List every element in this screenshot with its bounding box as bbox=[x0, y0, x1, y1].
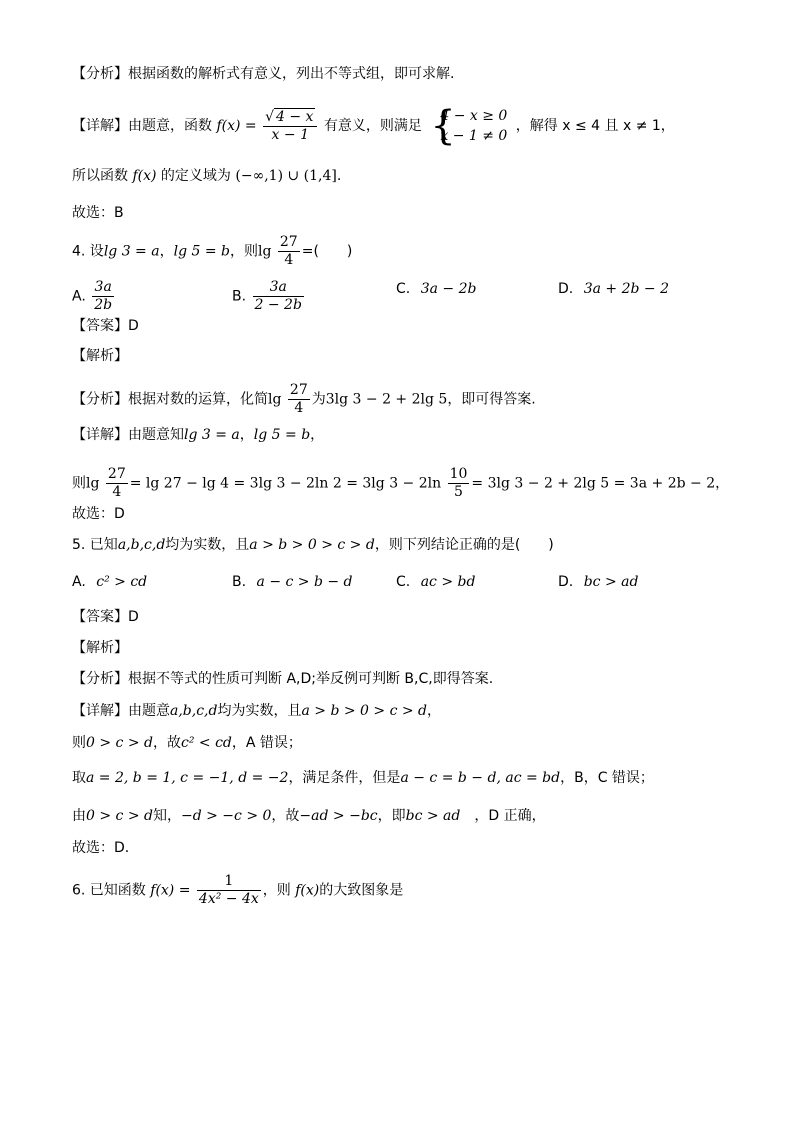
q6-fraction bbox=[197, 873, 261, 908]
q5-l1-tail: ，A 错误； bbox=[231, 735, 302, 751]
q4-stem-tail: =( ) bbox=[301, 243, 353, 260]
q4-frac-den: 4 bbox=[278, 251, 300, 269]
q5-detail-end: ， bbox=[427, 703, 442, 719]
q5-optb-label: B. bbox=[232, 574, 247, 590]
q5-detail-mid: 均为实数，且 bbox=[217, 703, 302, 719]
q4-optd-label: D. bbox=[558, 281, 574, 297]
brace-icon: { bbox=[430, 103, 456, 149]
q3-choice: 故选：B bbox=[72, 205, 124, 221]
q5-l3-mid2: ，故 bbox=[271, 808, 300, 824]
q5-l3-expr4: bc > ad bbox=[405, 808, 461, 824]
q5-l2-expr2: a − c = b − d, ac = bd bbox=[400, 770, 561, 786]
q6-stem-tail: 的大致图象是 bbox=[319, 882, 404, 899]
q4-calc-fraction bbox=[106, 466, 128, 501]
q4-optb-fraction bbox=[253, 279, 304, 314]
q4-calc-tail: = 3lg 3 − 2 + 2lg 5 = 3a + 2b − 2， bbox=[471, 475, 730, 492]
q5-detail-vars: a,b,c,d bbox=[170, 703, 218, 719]
q4-option-d bbox=[558, 279, 669, 299]
q5-stem-cond: a > b > 0 > c > d bbox=[249, 537, 375, 553]
q4-analysis bbox=[72, 382, 536, 417]
q4-analysis-prefix: 【分析】根据对数的运算，化简 bbox=[72, 391, 268, 408]
q5-l2-mid: ，满足条件，但是 bbox=[288, 770, 401, 786]
q4-stem-fraction bbox=[278, 234, 300, 269]
q5-choice: 故选：D. bbox=[72, 840, 130, 856]
q3-domain-val: (−∞,1) ∪ (1,4]. bbox=[235, 168, 342, 184]
q4-calc-num2: 10 bbox=[449, 466, 468, 482]
q4-analysis-fraction bbox=[288, 382, 310, 417]
q5-stem-mid: 均为实数，且 bbox=[165, 537, 250, 553]
q5-optb-val: a − c > b − d bbox=[256, 574, 353, 590]
q3-domain-fx: f(x) bbox=[132, 168, 157, 184]
q4-stem-prefix: 4. 设 bbox=[72, 243, 104, 260]
q4-analysis-expr: 3lg 3 − 2 + 2lg 5 bbox=[325, 391, 448, 408]
q6-num: 1 bbox=[224, 873, 234, 889]
q4-option-a bbox=[72, 279, 116, 314]
q5-stem-vars: a,b,c,d bbox=[117, 537, 166, 553]
q3-detail-prefix: 【详解】由题意，函数 bbox=[72, 118, 212, 134]
q3-domain-mid: 的定义域为 bbox=[160, 168, 231, 184]
q5-option-d bbox=[558, 572, 638, 592]
q5-stem-tail: ，则下列结论正确的是( ) bbox=[374, 537, 554, 553]
q5-l3-expr2: −d > −c > 0 bbox=[180, 808, 272, 824]
q3-system bbox=[430, 103, 508, 149]
q5-l3-mid3: ，即 bbox=[377, 808, 406, 824]
q4-detail bbox=[72, 425, 324, 445]
q3-fraction: $\frac{√ 4 - x}{x - 1}$ bbox=[263, 109, 317, 144]
q4-detail-prefix: 【详解】由题意知 bbox=[72, 427, 184, 443]
q4-stem bbox=[72, 234, 352, 269]
q6-stem bbox=[72, 873, 403, 908]
q4-analysis-mid: 为 bbox=[311, 391, 326, 408]
q5-line1 bbox=[72, 733, 302, 753]
q5-l1-expr: 0 > c > d bbox=[86, 735, 153, 751]
q4-calc-den: 4 bbox=[106, 483, 128, 501]
q5-l3-expr: 0 > c > d bbox=[86, 808, 153, 824]
q5-l3-mid: 知， bbox=[152, 808, 181, 824]
q5-line2 bbox=[72, 768, 654, 788]
q4-calc-den2: 5 bbox=[448, 483, 470, 501]
q5-option-b bbox=[232, 572, 353, 592]
q5-l1-mid: ，故 bbox=[152, 735, 181, 751]
q4-option-c bbox=[396, 279, 476, 299]
q4-detail-a: lg 3 = a bbox=[184, 427, 240, 443]
q4-detail-b: lg 5 = b bbox=[253, 427, 311, 443]
q5-l3-prefix: 由 bbox=[72, 808, 86, 824]
q5-l2-tail: ，B，C 错误； bbox=[560, 770, 654, 786]
q5-detail-cond: a > b > 0 > c > d bbox=[301, 703, 428, 719]
q6-fx2: f(x) bbox=[295, 882, 320, 899]
q5-l1-prefix: 则 bbox=[72, 735, 86, 751]
q3-sqrt-num: 4 − x bbox=[276, 108, 314, 125]
q4-optd-val: 3a + 2b − 2 bbox=[583, 281, 669, 297]
q3-sys-row1: 4 − x ≥ 0 bbox=[440, 108, 508, 124]
q4-answer: 【答案】D bbox=[72, 318, 139, 334]
q3-detail bbox=[72, 103, 675, 149]
q5-explain: 【解析】 bbox=[72, 640, 128, 656]
q5-line3 bbox=[72, 806, 546, 826]
q4-opta-label: A. bbox=[72, 288, 86, 305]
q6-fx: f(x) = bbox=[150, 882, 191, 899]
q4-analysis-den: 4 bbox=[288, 399, 310, 417]
q4-analysis-num: 27 bbox=[289, 382, 308, 398]
q4-calc-num: 27 bbox=[107, 466, 126, 482]
q4-frac-num: 27 bbox=[279, 234, 298, 250]
q5-optd-label: D. bbox=[558, 574, 574, 590]
q5-opta-val: c² > cd bbox=[96, 574, 148, 590]
q4-choice: 故选：D bbox=[72, 506, 125, 522]
q5-answer: 【答案】D bbox=[72, 609, 139, 625]
q4-analysis-tail: ，即可得答案. bbox=[447, 391, 536, 408]
q5-detail-prefix: 【详解】由题意 bbox=[72, 703, 170, 719]
q4-analysis-lg: lg bbox=[268, 391, 282, 408]
q4-detail-sep: ， bbox=[239, 427, 254, 443]
q4-opta-den: 2b bbox=[94, 297, 113, 313]
q4-calc-prefix: 则lg bbox=[72, 475, 100, 492]
q4-option-b bbox=[232, 279, 306, 314]
q4-optc-label: C. bbox=[396, 281, 411, 297]
q6-stem-prefix: 6. 已知函数 bbox=[72, 882, 146, 899]
q4-calc bbox=[72, 466, 729, 501]
q5-l1-expr2: c² < cd bbox=[180, 735, 232, 751]
q5-stem-prefix: 5. 已知 bbox=[72, 537, 118, 553]
q4-stem-mid: ，则 bbox=[229, 243, 258, 260]
q3-detail-mid: 有意义，则满足 bbox=[323, 118, 422, 134]
q5-l2-expr: a = 2, b = 1, c = −1, d = −2 bbox=[86, 770, 289, 786]
q5-optc-label: C. bbox=[396, 574, 411, 590]
q4-opta-fraction bbox=[92, 279, 114, 314]
q4-explain: 【解析】 bbox=[72, 348, 128, 364]
q4-calc-fraction2 bbox=[448, 466, 470, 501]
q4-stem-a: lg 3 = a bbox=[103, 243, 160, 260]
q4-stem-sep: ， bbox=[159, 243, 174, 260]
q4-opta-num: 3a bbox=[94, 279, 112, 295]
q3-analysis: 【分析】根据函数的解析式有意义，列出不等式组，即可求解. bbox=[72, 66, 455, 82]
q4-stem-b: lg 5 = b bbox=[173, 243, 230, 260]
q6-den: 4x² − 4x bbox=[198, 891, 259, 907]
q5-l3-expr3: −ad > −bc bbox=[299, 808, 378, 824]
q3-detail-tail: ，解得 x ≤ 4 且 x ≠ 1， bbox=[515, 118, 675, 134]
q3-den: x − 1 bbox=[263, 126, 317, 144]
q5-optc-val: ac > bd bbox=[420, 574, 476, 590]
q4-detail-end: ， bbox=[310, 427, 325, 443]
q5-detail bbox=[72, 701, 441, 721]
q3-domain-prefix: 所以函数 bbox=[72, 168, 128, 184]
q5-option-c bbox=[396, 572, 475, 592]
q4-optc-val: 3a − 2b bbox=[420, 281, 477, 297]
q4-stem-lg: lg bbox=[257, 243, 272, 260]
q5-l2-prefix: 取 bbox=[72, 770, 86, 786]
q4-optb-den: 2 − 2b bbox=[254, 297, 302, 313]
q5-analysis: 【分析】根据不等式的性质可判断 A,D;举反例可判断 B,C,即得答案. bbox=[72, 671, 494, 687]
q5-optd-val: bc > ad bbox=[583, 574, 639, 590]
q5-option-a bbox=[72, 572, 147, 592]
q4-optb-num: 3a bbox=[269, 279, 287, 295]
q6-stem-mid: ，则 bbox=[262, 882, 291, 899]
q5-stem bbox=[72, 535, 554, 555]
q3-sys-row2: x − 1 ≠ 0 bbox=[440, 128, 508, 144]
q3-fx: f(x) = bbox=[216, 118, 257, 134]
q4-calc-mid: = lg 27 − lg 4 = 3lg 3 − 2ln 2 = 3lg 3 − 2ln bbox=[129, 475, 442, 492]
q4-optb-label: B. bbox=[232, 288, 247, 305]
q5-l3-tail: ，D 正确， bbox=[460, 808, 546, 824]
q5-opta-label: A. bbox=[72, 574, 86, 590]
q3-domain bbox=[72, 166, 341, 186]
